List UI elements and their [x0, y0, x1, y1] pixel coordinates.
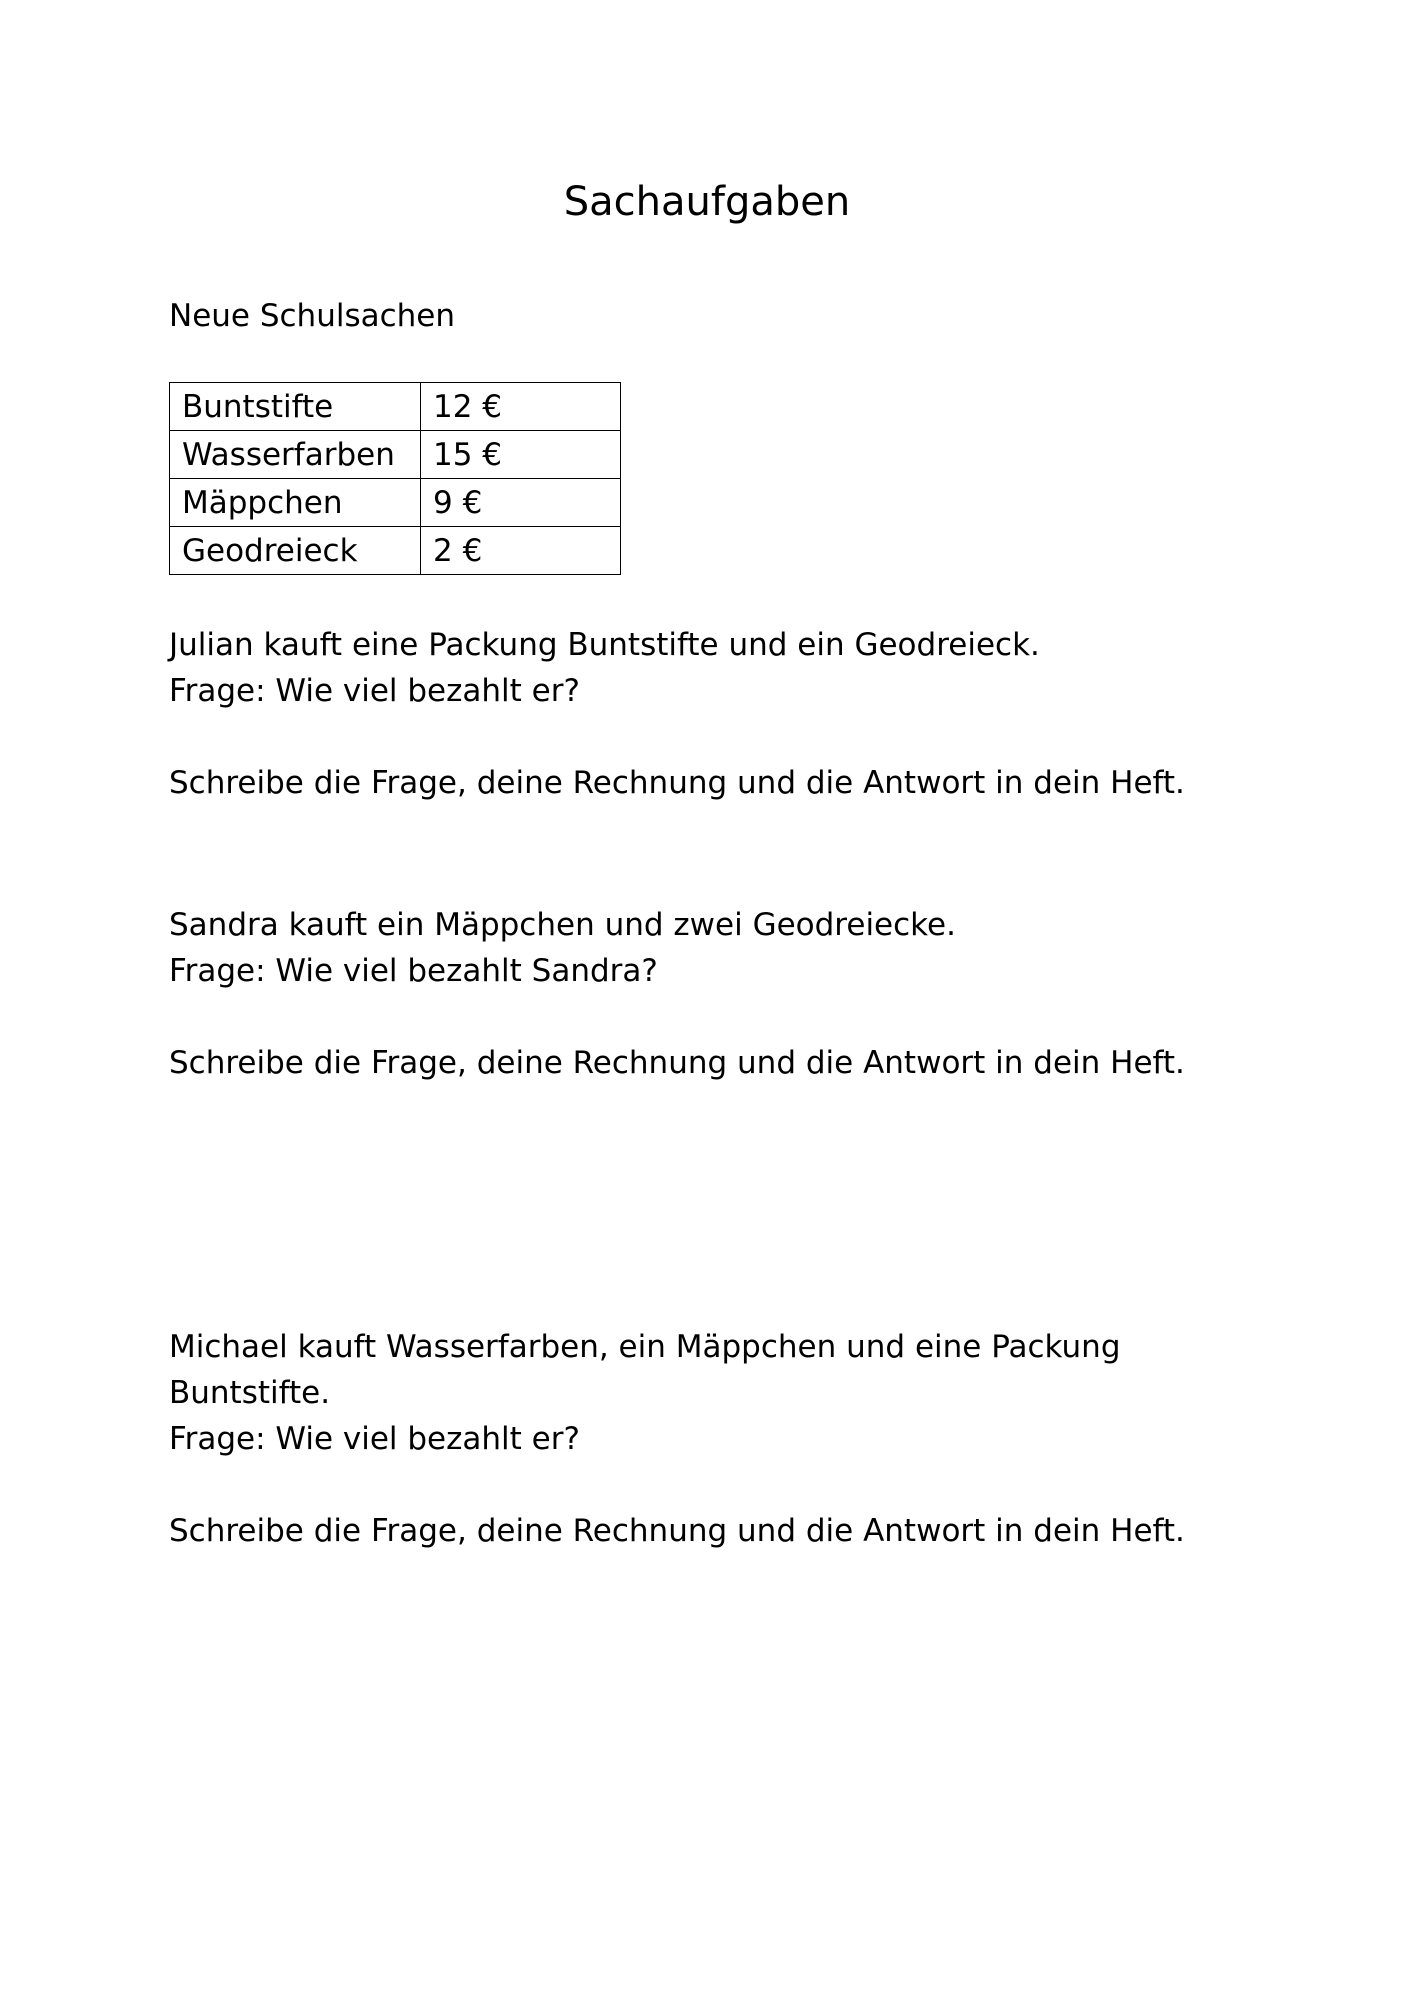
task-instruction: Schreibe die Frage, deine Rechnung und die Antwort in dein Heft.: [169, 765, 1185, 801]
task-1: [169, 622, 1269, 806]
table-row: [170, 431, 621, 479]
task-instruction: Schreibe die Frage, deine Rechnung und die Antwort in dein Heft.: [169, 1513, 1185, 1549]
table-row: [170, 479, 621, 527]
task-statement: Sandra kauft ein Mäppchen und zwei Geodreiecke.: [169, 907, 956, 943]
item-price: 15 €: [421, 431, 621, 479]
item-price: 2 €: [421, 527, 621, 575]
task-question: Frage: Wie viel bezahlt Sandra?: [169, 953, 658, 989]
task-statement: Michael kauft Wasserfarben, ein Mäppchen und eine Packung: [169, 1329, 1121, 1365]
table-row: [170, 527, 621, 575]
price-table: [169, 382, 621, 575]
task-instruction: Schreibe die Frage, deine Rechnung und die Antwort in dein Heft.: [169, 1045, 1185, 1081]
item-name: Geodreieck: [170, 527, 421, 575]
page-title: Sachaufgaben: [563, 179, 851, 225]
task-2: [169, 902, 1269, 1086]
task-question: Frage: Wie viel bezahlt er?: [169, 1421, 580, 1457]
section-subtitle: Neue Schulsachen: [169, 298, 456, 334]
task-statement: Julian kauft eine Packung Buntstifte und ein Geodreieck.: [169, 627, 1040, 663]
task-question: Frage: Wie viel bezahlt er?: [169, 673, 580, 709]
table-row: [170, 383, 621, 431]
item-name: Mäppchen: [170, 479, 421, 527]
item-name: Buntstifte: [170, 383, 421, 431]
item-name: Wasserfarben: [170, 431, 421, 479]
item-price: 12 €: [421, 383, 621, 431]
task-statement-continued: Buntstifte.: [169, 1375, 331, 1411]
item-price: 9 €: [421, 479, 621, 527]
task-3: [169, 1324, 1269, 1554]
